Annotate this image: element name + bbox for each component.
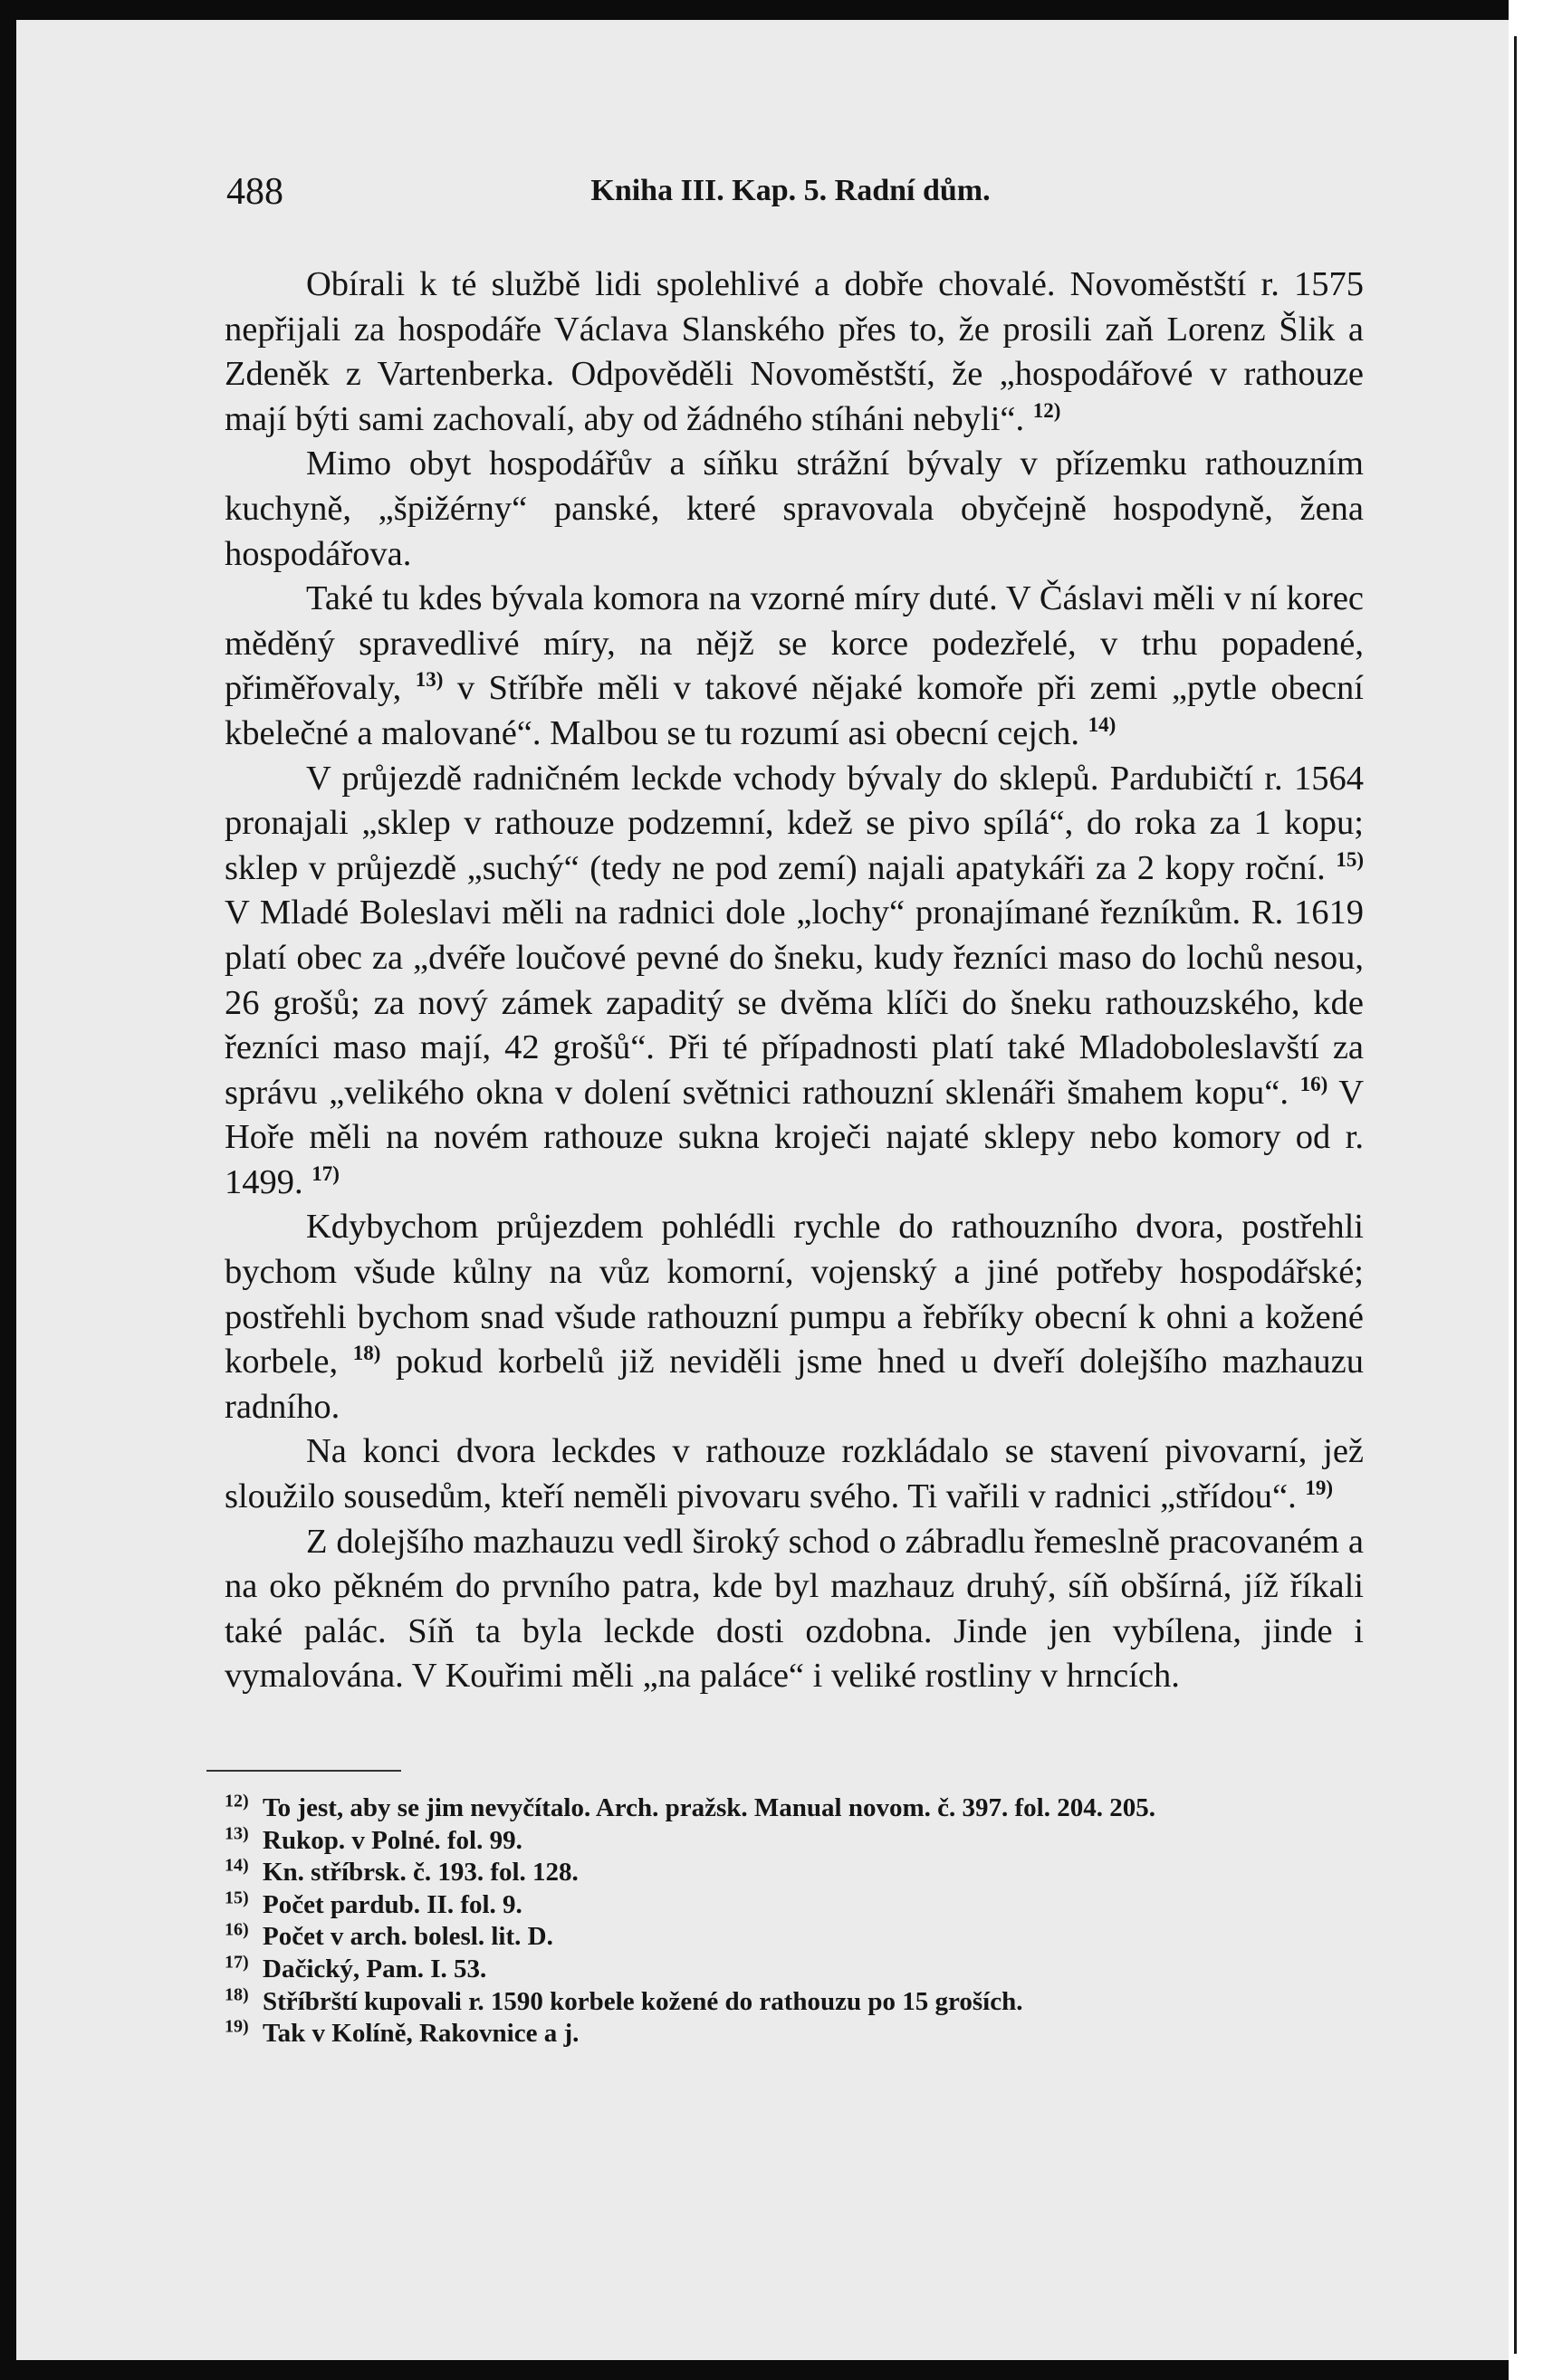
footnote-mark: 18) (225, 1983, 249, 2004)
footnote-ref: 12) (1032, 398, 1061, 422)
text-run: Obírali k té službě lidi spolehlivé a dobře chovalé. Novoměstští r. 1575 nepřijali za hospodáře Václava Slanského přes to, že prosili zaň Lorenz Šlik a Zdeněk z Vartenberka. Odpověděli Novoměstští, že „hospodářové v rathouze mají býti sami zachovalí, aby od žádného stíháni nebyli“. (225, 265, 1364, 438)
footnote-text: Dačický, Pam. I. 53. (263, 1954, 487, 1983)
page-edge (1514, 36, 1517, 2354)
footnote-text: Počet v arch. bolesl. lit. D. (263, 1922, 553, 1952)
paragraph (225, 1205, 1364, 1429)
footnote-text: Kn. stříbrsk. č. 193. fol. 128. (263, 1858, 579, 1888)
page-number: 488 (226, 171, 283, 213)
text-run: Na konci dvora leckdes v rathouze rozkládalo se stavení pivovarní, jež sloužilo sousedům, kteří neměli pivovaru svého. Ti vařili v radnici „střídou“. (225, 1432, 1364, 1516)
footnote (225, 1822, 1364, 1858)
footnote-mark: 17) (225, 1952, 249, 1973)
footnote-text: Stříbrští kupovali r. 1590 korbele kožené do rathouzu po 15 groších. (263, 1986, 1023, 2016)
footnote (225, 1889, 1364, 1922)
text-run: V průjezdě radničném leckde vchody bývaly do sklepů. Pardubičtí r. 1564 pronajali „sklep v rathouze podzemní, kdež se pivo spílá“, do roka za 1 kopu; sklep v průjezdě „suchý“ (tedy ne pod zemí) najali apatykáři za 2 kopy roční. (225, 759, 1364, 887)
running-header (206, 170, 1375, 225)
footnote-mark: 13) (225, 1822, 249, 1843)
footnote-text: Rukop. v Polné. fol. 99. (263, 1825, 522, 1855)
text-run: Z dolejšího mazhauzu vedl široký schod o zábradlu řemeslně pracovaném a na oko pěkném do prvního patra, kde byl mazhauz druhý, síň obšírná, jíž říkali také palác. Síň ta byla leckde dosti ozdobna. Jinde jen vybílena, jinde i vymalována. V Kouřimi měli „na paláce“ i veliké rostliny v hrncích. (225, 1522, 1364, 1696)
footnote-ref: 17) (311, 1162, 340, 1186)
paragraph (225, 757, 1364, 1206)
footnote-mark: 19) (225, 2016, 249, 2037)
text-run: Kdybychom průjezdem pohlédli rychle do rathouzního dvora, postřehli bychom všude kůlny na vůz komorní, vojenský a jiné potřeby hospodářské; postřehli bychom snad všude rathouzní pumpu a řebříky obecní k ohni a kožené korbele, (225, 1208, 1364, 1381)
footnote-mark: 16) (225, 1919, 249, 1940)
footnote-ref: 16) (1299, 1072, 1328, 1095)
footnote (225, 2018, 1364, 2050)
footnote (225, 1954, 1364, 1986)
footnote-ref: 14) (1088, 713, 1117, 737)
text-run: V Hoře měli na novém rathouze sukna kroječi najaté sklepy nebo komory od r. 1499. (225, 1073, 1365, 1201)
footnotes (225, 1792, 1364, 2050)
footnote (225, 1792, 1364, 1825)
footnote (225, 1857, 1364, 1889)
footnote-mark: 14) (225, 1855, 249, 1876)
scan-margin (1509, 0, 1543, 2380)
footnote (225, 1921, 1364, 1954)
footnote-text: To jest, aby se jim nevyčítalo. Arch. pražsk. Manual novom. č. 397. fol. 204. 205. (263, 1793, 1155, 1822)
footnote-text: Tak v Kolíně, Rakovnice a j. (263, 2019, 580, 2049)
paragraph (225, 263, 1364, 442)
text-run: Také tu kdes bývala komora na vzorné míry duté. V Čáslavi měli v ní korec měděný spravedlivé míry, na nějž se korce podezřelé, v trhu popadené, přiměřovaly, (225, 579, 1364, 708)
text-run: V Mladé Boleslavi měli na radnici dole „lochy“ pronajímané řezníkům. R. 1619 platí obec za „dvéře loučové pevné do šneku, kudy řezníci maso do lochů nesou, 26 grošů; za nový zámek zapaditý se dvěma klíči do šneku rathouzského, kde řezníci maso mají, 42 grošů“. Při té případnosti platí také Mladoboleslavští za správu „velikého okna v dolení světnici rathouzní sklenáři šmahem kopu“. (225, 894, 1364, 1112)
main-text (225, 263, 1364, 1699)
paragraph (225, 1520, 1364, 1699)
footnote-ref: 13) (415, 668, 444, 692)
footnote (225, 1983, 1364, 2019)
text-run: v Stříbře měli v takové nějaké komoře při zemi „pytle obecní kbelečné a malované“. Malbou se tu rozumí asi obecní cejch. (225, 669, 1364, 752)
footnote-ref: 18) (352, 1342, 381, 1365)
text-run: pokud korbelů již neviděli jsme hned u dveří dolejšího mazhauzu radního. (225, 1343, 1364, 1426)
footnote-rule (206, 1770, 401, 1772)
paragraph (225, 577, 1364, 756)
footnote-ref: 15) (1336, 847, 1364, 871)
footnote-mark: 12) (225, 1791, 249, 1811)
text-run: Mimo obyt hospodářův a síňku strážní bývaly v přízemku rathouzním kuchyně, „špižérny“ panské, které spravovala obyčejně hospodyně, žena hospodářova. (225, 444, 1364, 573)
footnote-mark: 15) (225, 1888, 249, 1908)
footnote-ref: 19) (1305, 1477, 1334, 1500)
running-title: Kniha III. Kap. 5. Radní dům. (590, 174, 991, 207)
paragraph (225, 1429, 1364, 1519)
footnote-text: Počet pardub. II. fol. 9. (263, 1889, 522, 1919)
paragraph (225, 442, 1364, 577)
